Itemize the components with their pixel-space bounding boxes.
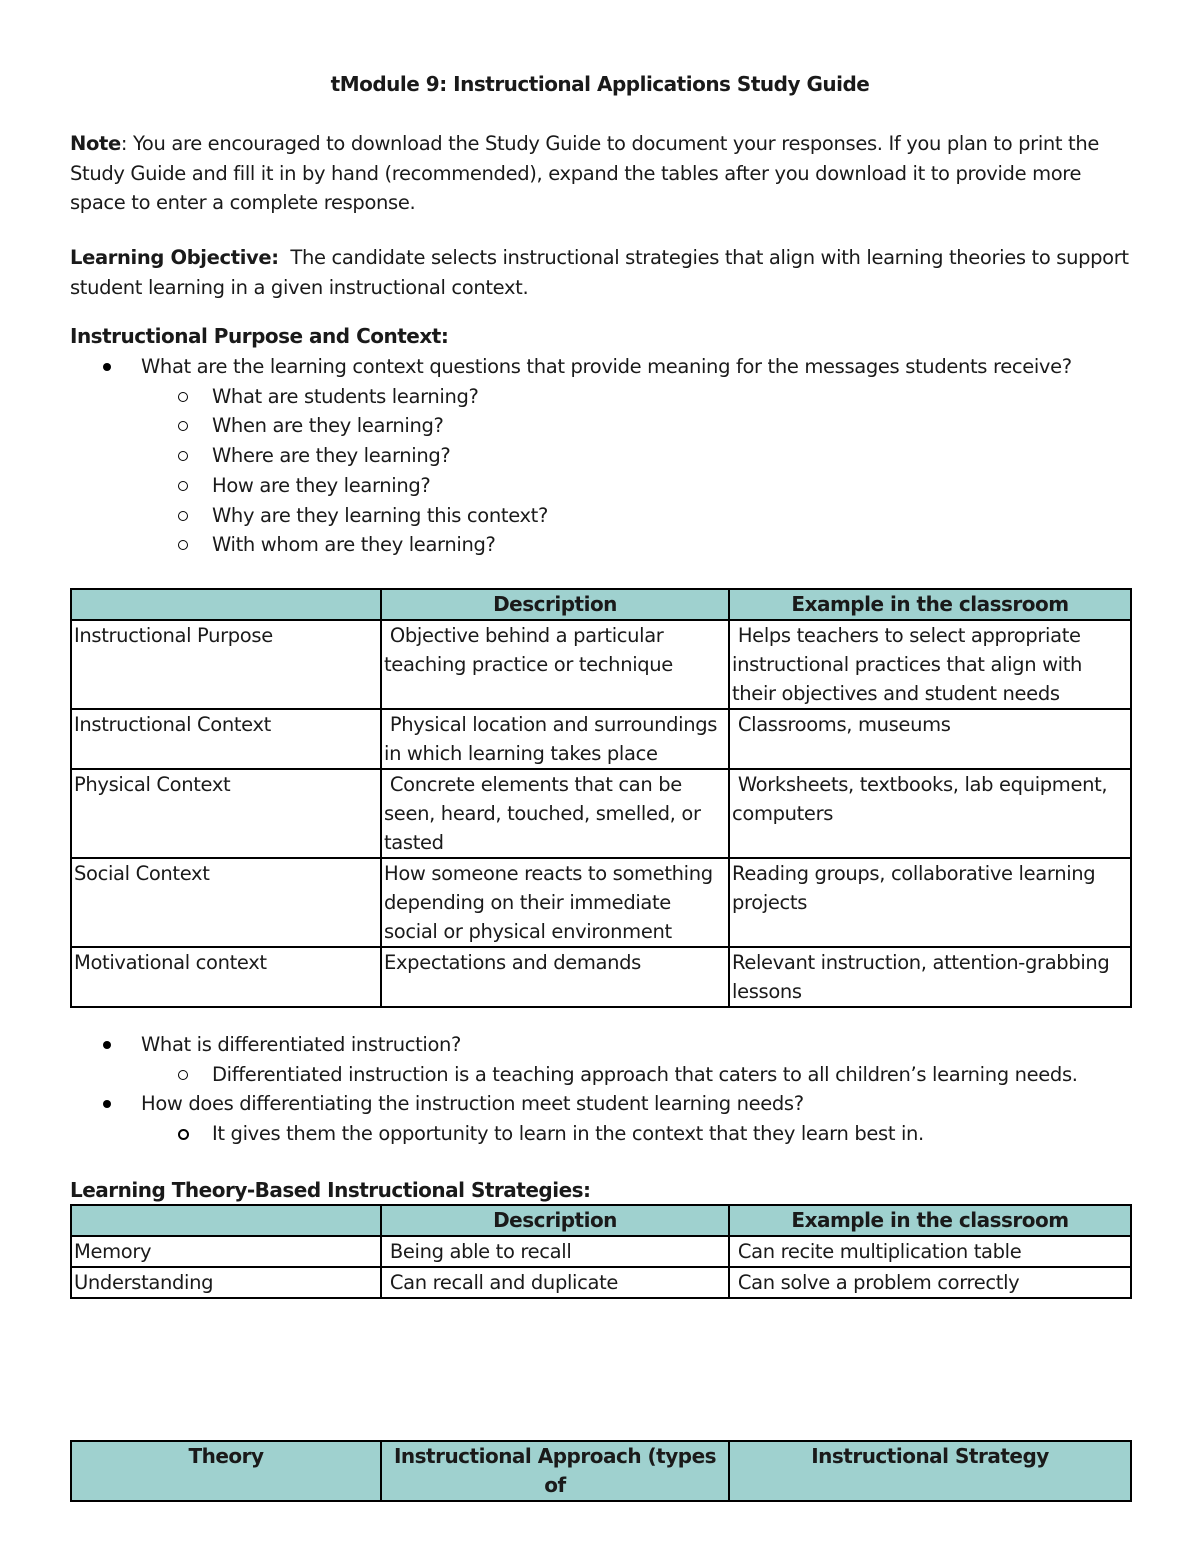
list-item: What are students learning? <box>141 382 1150 412</box>
table-header-cell: Theory <box>71 1441 381 1501</box>
table-cell: Instructional Purpose <box>71 620 381 709</box>
table-cell: Objective behind a particular teaching practice or technique <box>381 620 729 709</box>
table-row <box>71 858 1131 947</box>
table-header-row <box>71 1441 1131 1501</box>
list-item: Why are they learning this context? <box>141 501 1150 531</box>
table-header-cell: Example in the classroom <box>729 1205 1131 1236</box>
table-cell: Instructional Context <box>71 709 381 769</box>
context-question-list <box>70 352 1150 560</box>
table-cell: Being able to recall <box>381 1236 729 1267</box>
table-row <box>71 1236 1131 1267</box>
theory-strategy-table <box>70 1440 1132 1502</box>
table-header-cell: Instructional Approach (types of <box>381 1441 729 1501</box>
table-cell: Concrete elements that can be seen, heard, touched, smelled, or tasted <box>381 769 729 858</box>
list-item <box>70 352 1150 560</box>
learning-objective-paragraph <box>70 243 1140 302</box>
purpose-context-table <box>70 588 1132 1008</box>
table-cell: Memory <box>71 1236 381 1267</box>
strategies-heading: Learning Theory-Based Instructional Strategies: <box>70 1178 591 1202</box>
table-cell: Can solve a problem correctly <box>729 1267 1131 1298</box>
table-header-row <box>71 589 1131 620</box>
differentiated-answer-list-2 <box>141 1119 1150 1149</box>
table-header-row <box>71 1205 1131 1236</box>
table-cell: Social Context <box>71 858 381 947</box>
note-label: Note <box>70 132 121 155</box>
differentiated-list <box>70 1030 1150 1149</box>
table-header-cell: Description <box>381 1205 729 1236</box>
table-cell: Physical location and surroundings in which learning takes place <box>381 709 729 769</box>
table-row <box>71 709 1131 769</box>
table-header-cell <box>71 1205 381 1236</box>
context-subquestion-list <box>70 382 1150 561</box>
list-item: When are they learning? <box>141 411 1150 441</box>
objective-text: The candidate selects instructional strategies that align with learning theories to support student learning in a given instructional context. <box>70 246 1135 299</box>
table-cell: Can recite multiplication table <box>729 1236 1131 1267</box>
table-row <box>71 947 1131 1007</box>
table-cell: Expectations and demands <box>381 947 729 1007</box>
table-header-cell: Description <box>381 589 729 620</box>
list-item: With whom are they learning? <box>141 530 1150 560</box>
table-cell: Motivational context <box>71 947 381 1007</box>
table-header-cell: Example in the classroom <box>729 589 1131 620</box>
list-item: Differentiated instruction is a teaching approach that caters to all children’s learning needs. <box>141 1060 1150 1090</box>
strategies-table <box>70 1204 1132 1299</box>
objective-label: Learning Objective: <box>70 246 279 269</box>
table-cell: Can recall and duplicate <box>381 1267 729 1298</box>
table-cell: Worksheets, textbooks, lab equipment, computers <box>729 769 1131 858</box>
list-item: It gives them the opportunity to learn in the context that they learn best in. <box>141 1119 1150 1149</box>
page-title: tModule 9: Instructional Applications Study Guide <box>330 72 870 96</box>
table-cell: Relevant instruction, attention-grabbing lessons <box>729 947 1131 1007</box>
table-header-cell <box>71 589 381 620</box>
table-cell: Reading groups, collaborative learning projects <box>729 858 1131 947</box>
table-cell: Physical Context <box>71 769 381 858</box>
table-cell: Classrooms, museums <box>729 709 1131 769</box>
list-item <box>70 1089 1150 1148</box>
table-row <box>71 1267 1131 1298</box>
table-cell: Understanding <box>71 1267 381 1298</box>
table-cell: How someone reacts to something depending on their immediate social or physical environment <box>381 858 729 947</box>
table-header-cell: Instructional Strategy <box>729 1441 1131 1501</box>
list-item: Where are they learning? <box>141 441 1150 471</box>
purpose-context-heading: Instructional Purpose and Context: <box>70 324 449 348</box>
table-row <box>71 769 1131 858</box>
list-item <box>70 1030 1150 1089</box>
table-cell: Helps teachers to select appropriate instructional practices that align with their objectives and student needs <box>729 620 1131 709</box>
list-item: How are they learning? <box>141 471 1150 501</box>
differentiated-answer-list-1 <box>141 1060 1150 1090</box>
note-text: : You are encouraged to download the Study Guide to document your responses. If you plan to print the Study Guide and fill it in by hand (recommended), expand the tables after you download it to provide more space to enter a complete response. <box>70 132 1100 214</box>
differentiated-question-1: What is differentiated instruction? <box>141 1033 462 1056</box>
note-paragraph <box>70 129 1140 218</box>
context-question: What are the learning context questions that provide meaning for the messages students receive? <box>141 355 1072 378</box>
differentiated-question-2: How does differentiating the instruction meet student learning needs? <box>141 1092 804 1116</box>
table-row <box>71 620 1131 709</box>
